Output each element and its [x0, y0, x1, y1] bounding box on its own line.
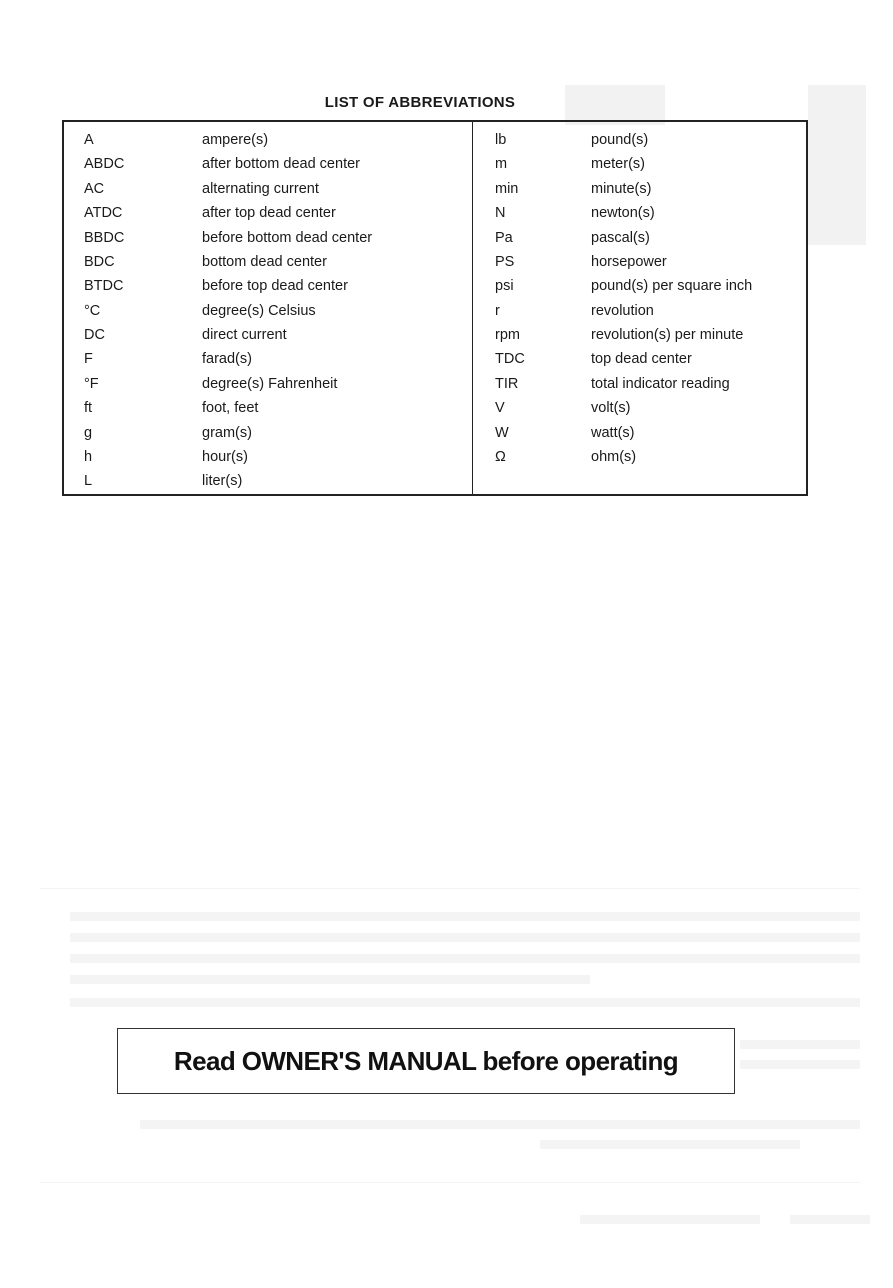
table-row [64, 445, 472, 469]
bleed-through-line [540, 1140, 800, 1149]
abbreviation: PS [495, 253, 515, 270]
abbreviation-meaning: degree(s) Celsius [202, 302, 316, 319]
abbreviation: ft [84, 400, 93, 417]
abbreviation-meaning: revolution(s) per minute [591, 327, 744, 344]
table-row [473, 323, 806, 347]
abbreviation-meaning: before bottom dead center [202, 229, 373, 246]
abbreviation: N [495, 205, 506, 222]
table-row [64, 372, 472, 396]
abbreviation: m [495, 156, 508, 173]
abbreviation: Ω [495, 449, 506, 466]
abbreviation: W [495, 424, 509, 441]
abbreviations-right-column [473, 122, 806, 494]
table-row [473, 274, 806, 298]
abbreviation-meaning: after top dead center [202, 205, 336, 222]
abbreviation: r [495, 302, 500, 319]
abbreviation-meaning: before top dead center [202, 278, 348, 295]
bleed-through-line [790, 1215, 870, 1224]
table-row [64, 201, 472, 225]
table-row [64, 469, 472, 493]
owners-manual-warning: Read OWNER'S MANUAL before operating [117, 1028, 735, 1094]
table-row [64, 421, 472, 445]
abbreviation-meaning: top dead center [591, 351, 692, 368]
abbreviation-meaning: meter(s) [591, 156, 645, 173]
table-row [473, 226, 806, 250]
abbreviation-meaning: alternating current [202, 180, 319, 197]
abbreviation: L [84, 473, 93, 490]
bleed-through-line [740, 1060, 860, 1069]
bleed-through-line [740, 1040, 860, 1049]
abbreviations-table [62, 120, 808, 496]
abbreviation: °C [84, 302, 101, 319]
abbreviation: TDC [495, 351, 525, 368]
abbreviation: BTDC [84, 278, 124, 295]
abbreviation-meaning: horsepower [591, 253, 667, 270]
abbreviation: TIR [495, 375, 519, 392]
bleed-through-line [40, 1182, 860, 1183]
abbreviation-meaning: foot, feet [202, 400, 259, 417]
table-row [473, 396, 806, 420]
abbreviations-left-column [64, 122, 473, 494]
abbreviation-meaning: direct current [202, 327, 287, 344]
table-row [473, 128, 806, 152]
table-row [64, 348, 472, 372]
table-row [64, 396, 472, 420]
table-row [473, 250, 806, 274]
abbreviation: h [84, 449, 93, 466]
abbreviation-meaning: pound(s) [591, 131, 649, 148]
abbreviation-meaning: revolution [591, 302, 654, 319]
bleed-through-line [70, 912, 860, 921]
abbreviation: °F [84, 375, 99, 392]
table-row [64, 177, 472, 201]
abbreviation-meaning: watt(s) [591, 424, 635, 441]
bleed-through-line [140, 1120, 860, 1129]
abbreviation-meaning: bottom dead center [202, 253, 327, 270]
abbreviation-meaning: volt(s) [591, 400, 631, 417]
abbreviation: ATDC [84, 205, 123, 222]
table-row [473, 372, 806, 396]
table-row [64, 250, 472, 274]
abbreviation: AC [84, 180, 105, 197]
abbreviation-meaning: pound(s) per square inch [591, 278, 753, 295]
abbreviation-meaning: hour(s) [202, 449, 248, 466]
bleed-through-line [70, 998, 860, 1007]
bleed-through-line [580, 1215, 760, 1224]
abbreviation-meaning: ohm(s) [591, 449, 637, 466]
abbreviation-meaning: pascal(s) [591, 229, 650, 246]
table-row [64, 274, 472, 298]
abbreviation-meaning: ampere(s) [202, 131, 269, 148]
table-row [64, 299, 472, 323]
table-row [64, 226, 472, 250]
table-row [473, 299, 806, 323]
abbreviation: A [84, 131, 94, 148]
abbreviation-meaning: newton(s) [591, 205, 655, 222]
abbreviation-meaning: gram(s) [202, 424, 252, 441]
table-row [473, 348, 806, 372]
page-title: LIST OF ABBREVIATIONS [324, 94, 516, 111]
abbreviation: ABDC [84, 156, 125, 173]
abbreviation-meaning: liter(s) [202, 473, 243, 490]
abbreviation: psi [495, 278, 514, 295]
table-row [64, 323, 472, 347]
abbreviation: V [495, 400, 505, 417]
abbreviation: BBDC [84, 229, 125, 246]
abbreviation-meaning: degree(s) Fahrenheit [202, 375, 338, 392]
abbreviation-meaning: farad(s) [202, 351, 252, 368]
bleed-through-line [40, 888, 860, 889]
abbreviation-meaning: minute(s) [591, 180, 652, 197]
abbreviation: DC [84, 327, 105, 344]
abbreviation: rpm [495, 327, 520, 344]
abbreviation: g [84, 424, 93, 441]
abbreviation: min [495, 180, 519, 197]
abbreviation-meaning: total indicator reading [591, 375, 730, 392]
abbreviation: lb [495, 131, 507, 148]
table-row [473, 445, 806, 469]
table-row [473, 201, 806, 225]
table-row [64, 128, 472, 152]
bleed-through-line [70, 975, 590, 984]
table-row [473, 152, 806, 176]
abbreviation: F [84, 351, 93, 368]
abbreviation: BDC [84, 253, 115, 270]
abbreviation-meaning: after bottom dead center [202, 156, 360, 173]
abbreviation: Pa [495, 229, 513, 246]
bleed-through-line [70, 933, 860, 942]
table-row [64, 152, 472, 176]
table-row [473, 177, 806, 201]
table-row [473, 421, 806, 445]
bleed-through-line [70, 954, 860, 963]
